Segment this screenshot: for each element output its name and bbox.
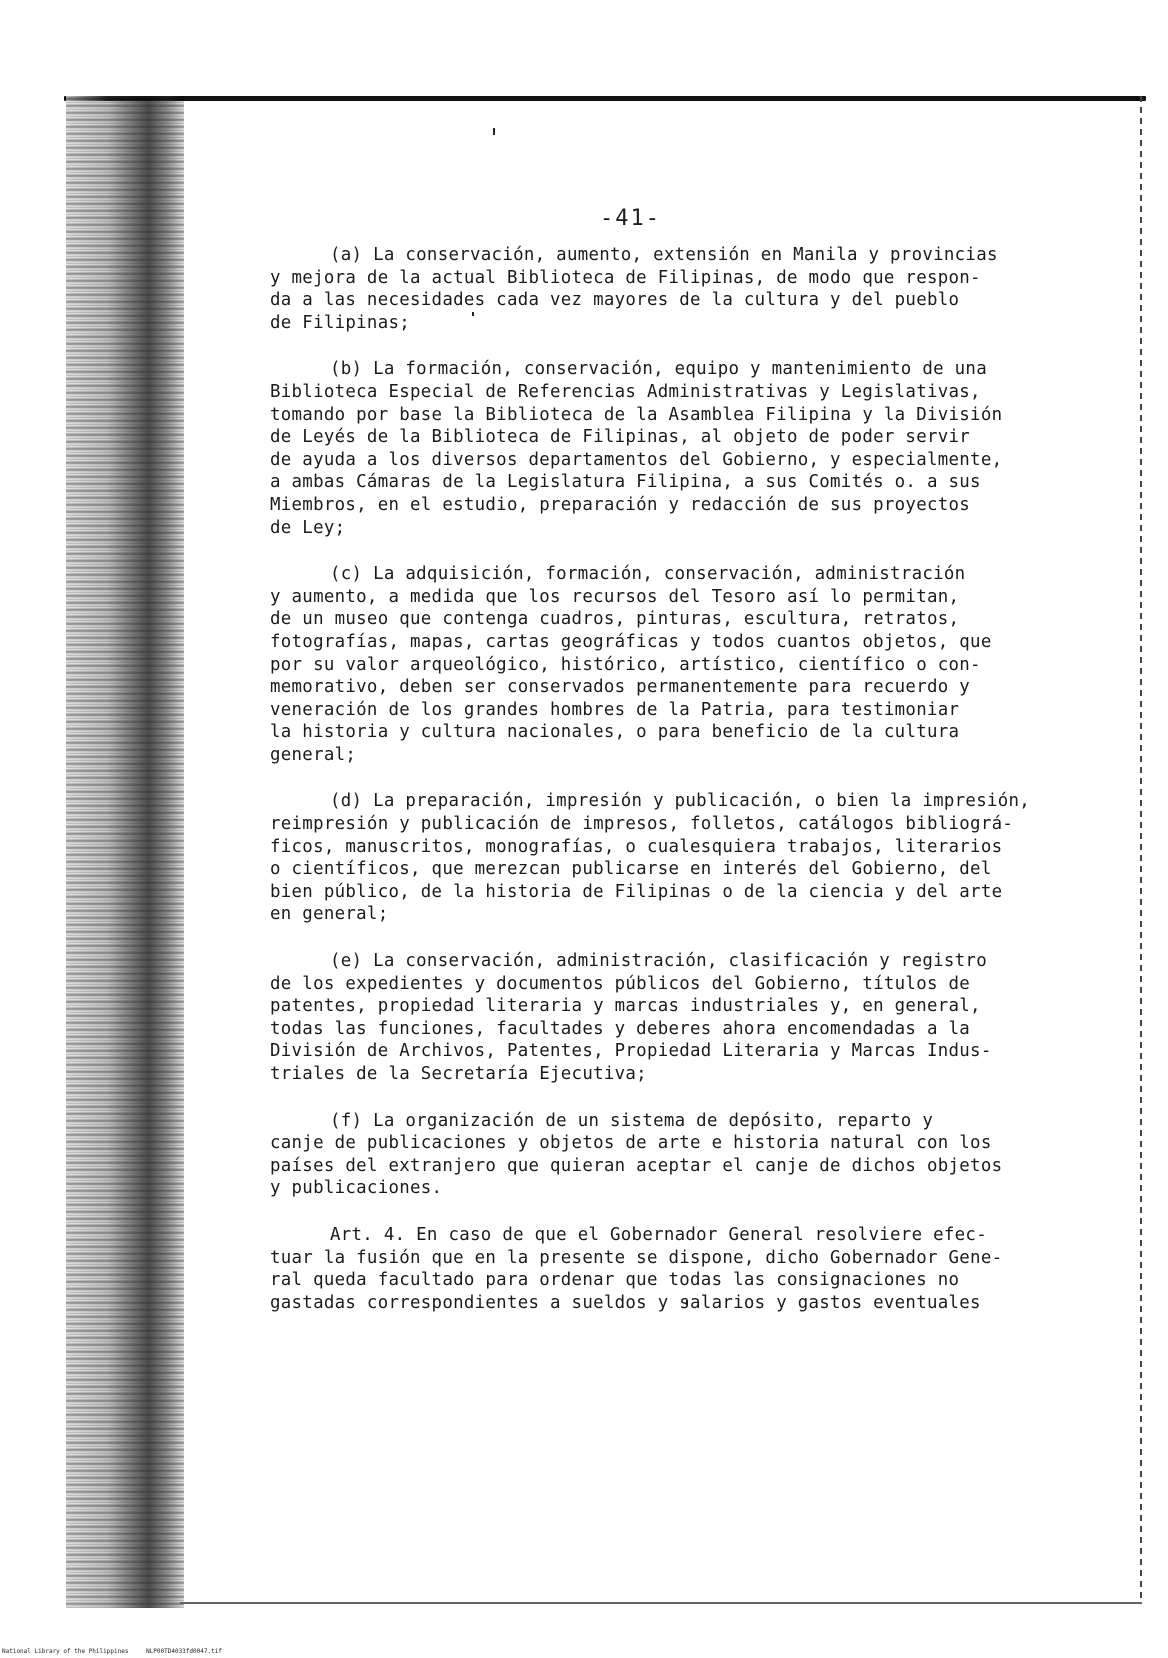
- text-line: de Leyés de la Biblioteca de Filipinas, al objeto de poder servir: [270, 427, 971, 448]
- paragraph: [270, 790, 1090, 926]
- text-line: memorativo, deben ser conservados permanentemente para recuerdo y: [270, 677, 971, 698]
- text-line: (b) La formación, conservación, equipo y mantenimiento de una: [330, 359, 987, 380]
- text-line: de ayuda a los diversos departamentos del Gobierno, y especialmente,: [270, 449, 1003, 470]
- text-line: tuar la fusión que en la presente se dispone, dicho Gobernador Gene-: [270, 1247, 1003, 1268]
- text-line: triales de la Secretaría Ejecutiva;: [270, 1064, 647, 1084]
- text-line: gastadas correspondientes a sueldos y salarios y gastos eventuales: [270, 1292, 981, 1313]
- text-line: canje de publicaciones y objetos de arte e historia natural con los: [270, 1133, 992, 1154]
- scan-footer: [2, 1648, 236, 1655]
- text-line: la historia y cultura nacionales, o para beneficio de la cultura: [270, 722, 960, 743]
- text-line: todas las funciones, facultades y deberes ahora encomendadas a la: [270, 1018, 971, 1039]
- text-line: da a las necesidades cada vez mayores de la cultura y del pueblo: [270, 290, 960, 311]
- text-line: de los expedientes y documentos públicos del Gobierno, títulos de: [270, 973, 971, 994]
- scan-speck: [493, 128, 495, 135]
- text-line: Biblioteca Especial de Referencias Administrativas y Legislativas,: [270, 381, 981, 402]
- text-line: (a) La conservación, aumento, extensión en Manila y provincias: [330, 245, 998, 265]
- text-line: de Ley;: [270, 517, 346, 538]
- text-line: Miembros, en el estudio, preparación y redacción de sus proyectos: [270, 494, 971, 515]
- paragraph: [270, 244, 1090, 334]
- text-line: (f) La organización de un sistema de depósito, reparto y: [330, 1110, 934, 1131]
- text-line: ficos, manuscritos, monografías, o cualesquiera trabajos, literarios: [270, 836, 1003, 857]
- top-border-line: [64, 96, 1146, 101]
- text-line: países del extranjero que quieran aceptar el canje de dichos objetos: [270, 1155, 1003, 1176]
- page-number: -41-: [600, 206, 661, 231]
- text-line: División de Archivos, Patentes, Propiedad Literaria y Marcas Indus-: [270, 1041, 992, 1062]
- footer-file-id: NLP00TD4033fd0047.tif: [146, 1648, 222, 1655]
- text-line: y aumento, a medida que los recursos del Tesoro así lo permitan,: [270, 586, 960, 607]
- text-line: bien público, de la historia de Filipinas o de la ciencia y del arte: [270, 881, 1003, 902]
- text-line: y mejora de la actual Biblioteca de Filipinas, de modo que respon-: [270, 267, 981, 288]
- text-line: (c) La adquisición, formación, conservación, administración: [330, 564, 966, 585]
- paragraph: [270, 950, 1090, 1086]
- footer-institution: National Library of the Philippines: [2, 1648, 129, 1655]
- text-line: a ambas Cámaras de la Legislatura Filipina, a sus Comités o. a sus: [270, 472, 981, 493]
- text-line: (e) La conservación, administración, clasificación y registro: [330, 951, 987, 972]
- text-line: de un museo que contenga cuadros, pinturas, escultura, retratos,: [270, 609, 960, 630]
- bottom-border-line: [180, 1602, 1142, 1604]
- text-line: Art. 4. En caso de que el Gobernador General resolviere efec-: [330, 1224, 987, 1245]
- text-line: en general;: [270, 904, 389, 925]
- text-line: y publicaciones.: [270, 1178, 443, 1199]
- text-line: por su valor arqueológico, histórico, artístico, científico o con-: [270, 654, 981, 675]
- right-page-edge: [1140, 96, 1142, 1604]
- text-line: de Filipinas;: [270, 312, 411, 333]
- text-line: ral queda facultado para ordenar que todas las consignaciones no: [270, 1270, 960, 1291]
- paragraph: [270, 358, 1090, 539]
- scan-binding-shadow: [66, 96, 184, 1608]
- text-line: o científicos, que merezcan publicarse en interés del Gobierno, del: [270, 859, 992, 880]
- text-line: reimpresión y publicación de impresos, folletos, catálogos bibliográ-: [270, 814, 1014, 835]
- text-line: fotografías, mapas, cartas geográficas y todos cuantos objetos, que: [270, 631, 992, 652]
- paragraph: [270, 1224, 1090, 1314]
- text-line: veneración de los grandes hombres de la Patria, para testimoniar: [270, 699, 960, 720]
- text-line: (d) La preparación, impresión y publicación, o bien la impresión,: [330, 791, 1031, 812]
- text-line: tomando por base la Biblioteca de la Asamblea Filipina y la División: [270, 404, 1003, 425]
- text-line: patentes, propiedad literaria y marcas industriales y, en general,: [270, 996, 981, 1017]
- text-line: general;: [270, 744, 357, 765]
- paragraph: [270, 1110, 1090, 1200]
- paragraph: [270, 563, 1090, 766]
- document-body: [270, 244, 1090, 1338]
